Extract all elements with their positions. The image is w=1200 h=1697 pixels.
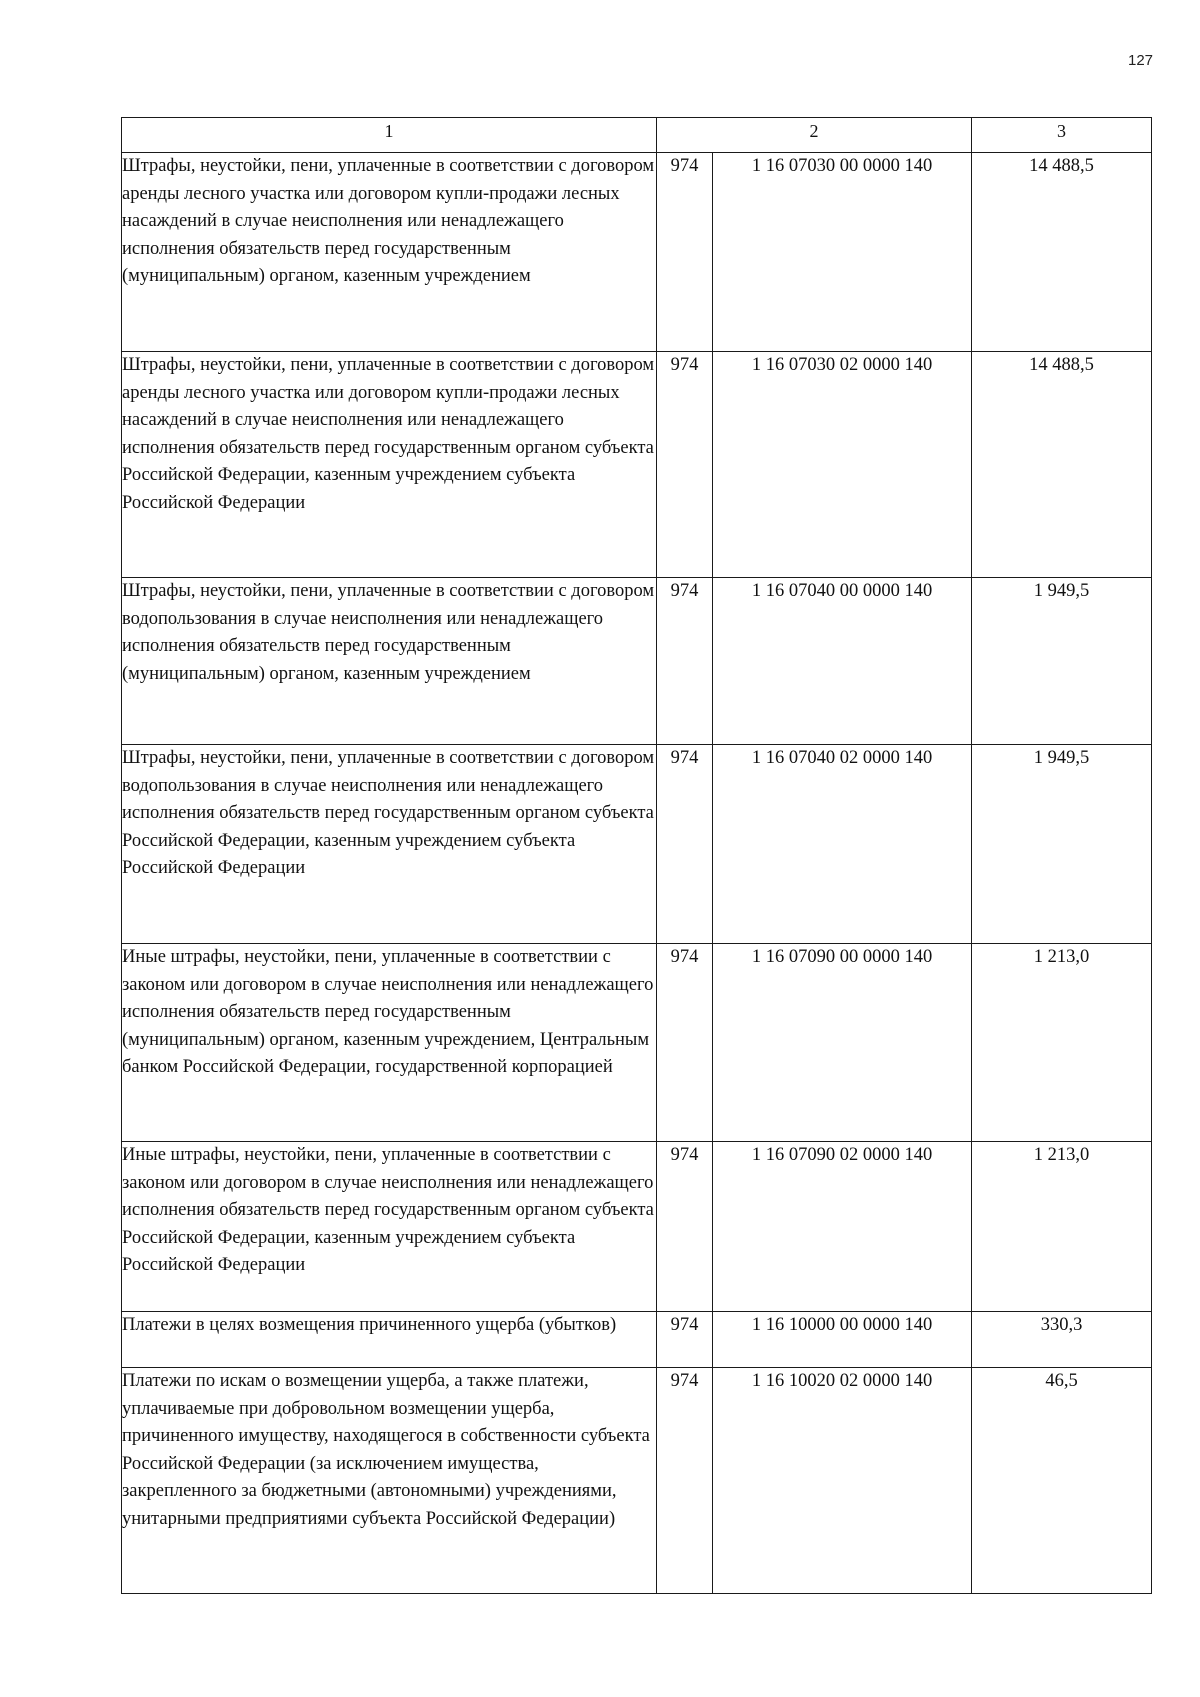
header-col-3: 3 <box>972 118 1152 153</box>
table-row <box>122 1142 1152 1312</box>
row-sum: 14 488,5 <box>972 153 1152 352</box>
row-name: Иные штрафы, неустойки, пени, уплаченные в соответствии с законом или договором в случае неисполнения или ненадлежащего исполнения обязательств перед государственным органом субъекта Российской Федерации, казенным учреждением субъекта Российской Федерации <box>122 1142 657 1312</box>
row-sum: 1 213,0 <box>972 944 1152 1142</box>
revenue-table <box>121 117 1152 1594</box>
row-sum: 330,3 <box>972 1312 1152 1368</box>
table-header-row <box>122 118 1152 153</box>
row-name: Платежи по искам о возмещении ущерба, а также платежи, уплачиваемые при добровольном возмещении ущерба, причиненного имуществу, находящегося в собственности субъекта Российской Федерации (за исключением имущества, закрепленного за бюджетными (автономными) учреждениями, унитарными предприятиями субъекта Российской Федерации) <box>122 1368 657 1594</box>
table-row <box>122 153 1152 352</box>
row-admin-code: 974 <box>657 1312 713 1368</box>
table-row <box>122 745 1152 944</box>
table-row <box>122 944 1152 1142</box>
row-budget-code: 1 16 07040 00 0000 140 <box>713 578 972 745</box>
row-name: Иные штрафы, неустойки, пени, уплаченные в соответствии с законом или договором в случае неисполнения или ненадлежащего исполнения обязательств перед государственным (муниципальным) органом, казенным учреждением, Центральным банком Российской Федерации, государственной корпорацией <box>122 944 657 1142</box>
table-row <box>122 578 1152 745</box>
row-name: Штрафы, неустойки, пени, уплаченные в соответствии с договором аренды лесного участка или договором купли-продажи лесных насаждений в случае неисполнения или ненадлежащего исполнения обязательств перед государственным органом субъекта Российской Федерации, казенным учреждением субъекта Российской Федерации <box>122 352 657 578</box>
row-admin-code: 974 <box>657 578 713 745</box>
row-sum: 14 488,5 <box>972 352 1152 578</box>
row-admin-code: 974 <box>657 944 713 1142</box>
row-sum: 46,5 <box>972 1368 1152 1594</box>
row-admin-code: 974 <box>657 352 713 578</box>
row-name: Платежи в целях возмещения причиненного ущерба (убытков) <box>122 1312 657 1368</box>
row-name: Штрафы, неустойки, пени, уплаченные в соответствии с договором аренды лесного участка или договором купли-продажи лесных насаждений в случае неисполнения или ненадлежащего исполнения обязательств перед государственным (муниципальным) органом, казенным учреждением <box>122 153 657 352</box>
page-number: 127 <box>1128 52 1154 69</box>
row-budget-code: 1 16 07030 02 0000 140 <box>713 352 972 578</box>
row-budget-code: 1 16 10020 02 0000 140 <box>713 1368 972 1594</box>
row-budget-code: 1 16 07030 00 0000 140 <box>713 153 972 352</box>
row-sum: 1 213,0 <box>972 1142 1152 1312</box>
row-admin-code: 974 <box>657 153 713 352</box>
header-col-1: 1 <box>122 118 657 153</box>
row-admin-code: 974 <box>657 1142 713 1312</box>
row-admin-code: 974 <box>657 745 713 944</box>
table-row <box>122 352 1152 578</box>
row-name: Штрафы, неустойки, пени, уплаченные в соответствии с договором водопользования в случае неисполнения или ненадлежащего исполнения обязательств перед государственным (муниципальным) органом, казенным учреждением <box>122 578 657 745</box>
row-sum: 1 949,5 <box>972 578 1152 745</box>
table-row <box>122 1312 1152 1368</box>
row-budget-code: 1 16 07040 02 0000 140 <box>713 745 972 944</box>
header-col-2: 2 <box>657 118 972 153</box>
table-row <box>122 1368 1152 1594</box>
row-sum: 1 949,5 <box>972 745 1152 944</box>
row-name: Штрафы, неустойки, пени, уплаченные в соответствии с договором водопользования в случае неисполнения или ненадлежащего исполнения обязательств перед государственным органом субъекта Российской Федерации, казенным учреждением субъекта Российской Федерации <box>122 745 657 944</box>
row-budget-code: 1 16 07090 02 0000 140 <box>713 1142 972 1312</box>
row-budget-code: 1 16 07090 00 0000 140 <box>713 944 972 1142</box>
row-admin-code: 974 <box>657 1368 713 1594</box>
row-budget-code: 1 16 10000 00 0000 140 <box>713 1312 972 1368</box>
